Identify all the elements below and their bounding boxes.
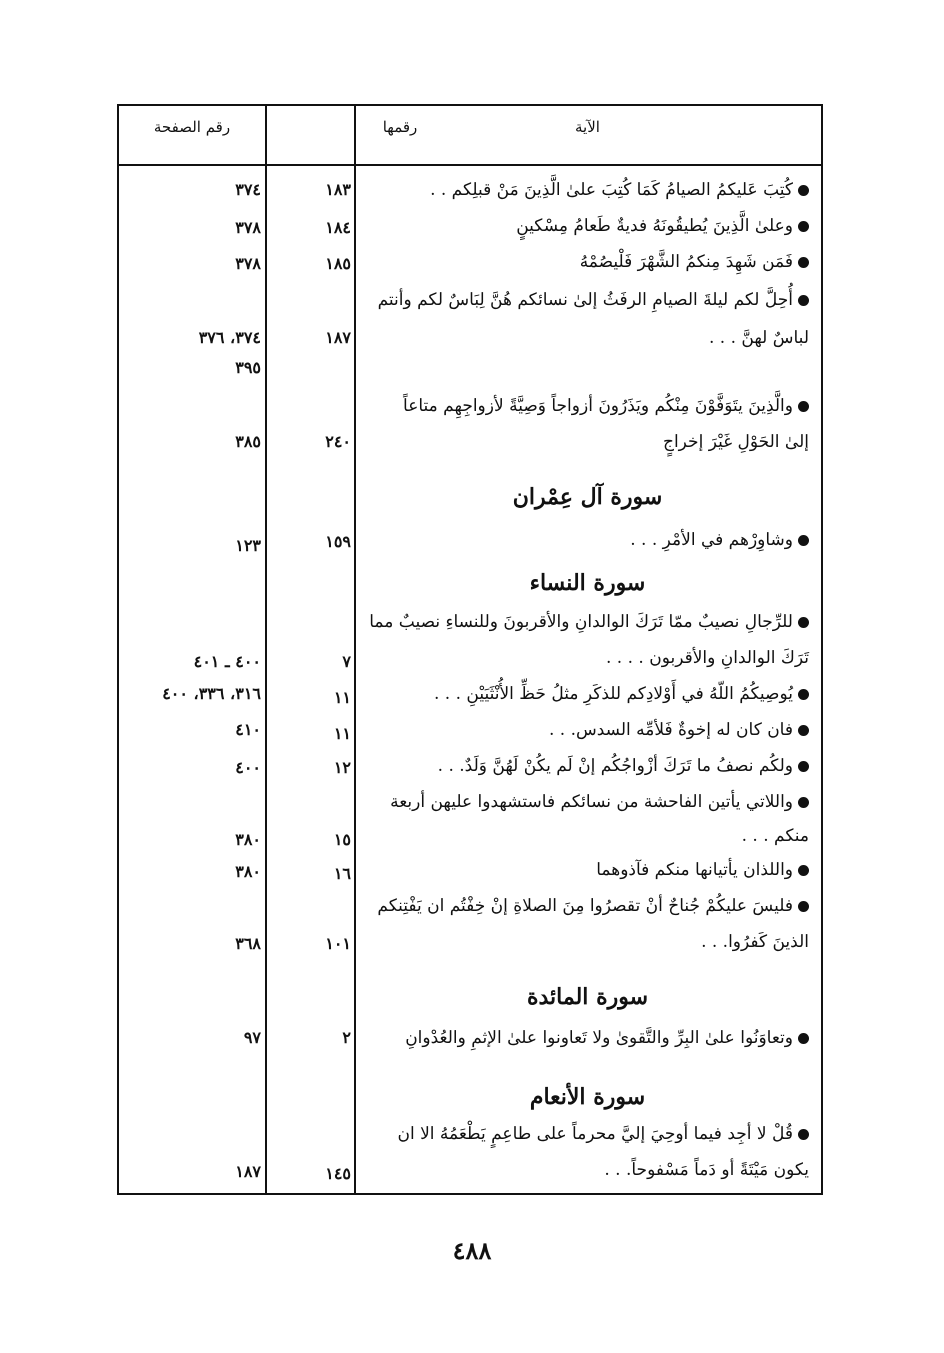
- bullet-icon: [798, 221, 809, 232]
- verse-number: ١٨٥: [325, 254, 351, 273]
- verse-number: ٢٤٠: [325, 432, 351, 451]
- verse-text: واللذان يأتيانها منكم فآذوهما: [359, 860, 809, 880]
- verse-number: ١٦: [333, 864, 351, 883]
- verse-text-continued: منكم . . .: [741, 826, 809, 846]
- verse-number: ١٨٣: [325, 180, 351, 199]
- surah-heading: سورة المائدة: [526, 984, 649, 1010]
- verse-number: ١٢: [333, 758, 351, 777]
- index-table: [117, 104, 823, 1195]
- bullet-icon: [798, 535, 809, 546]
- bullet-icon: [798, 689, 809, 700]
- bullet-icon: [798, 1033, 809, 1044]
- verse-text: كُتِبَ عَليكمُ الصيامُ كَمَا كُتِبَ علىٰ الَّذِينَ مَنْ قبلِكم . .: [359, 180, 809, 200]
- surah-heading: سورة آل عِمْران: [512, 484, 663, 510]
- bullet-icon: [798, 865, 809, 876]
- verse-text: فليسَ عليكُمْ جُناحٌ أنْ تقصرُوا مِنَ الصلاةِ إنْ خِفْتُم ان يَفْتِنكم: [359, 896, 809, 916]
- page-reference: ٣٧٨: [235, 254, 261, 273]
- page-reference: ٣٨٠: [235, 862, 261, 881]
- page-reference: ١٢٣: [235, 536, 261, 555]
- verse-number: ١٥: [333, 830, 351, 849]
- verse-text: وتعاوَنُوا علىٰ البِرِّ والتَّقوىٰ ولا تَعاونوا علىٰ الإثمِ والعُدْوانِ: [359, 1028, 809, 1048]
- page-reference: ٣٧٤: [235, 180, 261, 199]
- verse-text: فان كان له إخوةٌ فَلأمِّه السدس. . .: [359, 720, 809, 740]
- page-reference-extra: ٣٩٥: [235, 358, 261, 377]
- bullet-icon: [798, 295, 809, 306]
- surah-heading: سورة الأنعام: [529, 1084, 646, 1110]
- verse-number: ١١: [333, 724, 351, 743]
- page-reference: ٣١٦، ٣٣٦، ٤٠٠: [162, 684, 261, 703]
- header-divider: [119, 164, 821, 166]
- verse-text-continued: يكون مَيْتَةً أو دَماً مَسْفوحاً. . .: [604, 1160, 809, 1180]
- verse-text: يُوصِيكُمُ اللّهُ في أَوْلادِكم للذكَرِ مثلُ حَظِّ الأُنْثَيَيْنِ . . .: [359, 684, 809, 704]
- bullet-icon: [798, 257, 809, 268]
- verse-number: ٧: [342, 652, 351, 671]
- verse-text-continued: إلىٰ الحَوْلِ غَيْرَ إخراجٍ: [662, 432, 809, 452]
- bullet-icon: [798, 1129, 809, 1140]
- page-reference: ٩٧: [243, 1028, 261, 1047]
- page-reference: ٣٦٨: [235, 934, 261, 953]
- page-reference: ٣٧٤، ٣٧٦: [198, 328, 261, 347]
- verse-number: ١١: [333, 688, 351, 707]
- page-reference: ١٨٧: [235, 1162, 261, 1181]
- bullet-icon: [798, 797, 809, 808]
- verse-text-continued: لباسٌ لهنَّ . . .: [708, 328, 809, 348]
- verse-text: وعلىٰ الَّذِينَ يُطيقُونَهُ فديةٌ طَعامُ مِسْكينٍ: [359, 216, 809, 236]
- verse-number: ١٨٤: [325, 218, 351, 237]
- page-number: ٤٨٨: [452, 1236, 492, 1265]
- verse-text: وشاوِرْهم في الأمْرِ . . .: [359, 530, 809, 550]
- surah-heading: سورة النساء: [529, 570, 646, 596]
- bullet-icon: [798, 185, 809, 196]
- page-reference: ٤١٠: [235, 720, 261, 739]
- verse-number: ١٨٧: [325, 328, 351, 347]
- verse-text: ولكُم نصفُ ما تَرَكَ أزْواجُكُم إنْ لَم يكُنْ لَهُنَّ وَلَدٌ. . .: [359, 756, 809, 776]
- verse-text: قُلْ لا أجِد فيما أوحِيَ إليَّ محرماً على طاعِمٍ يَطْعَمُهُ الا ان: [359, 1124, 809, 1144]
- page-reference: ٤٠٠ ـ ٤٠١: [193, 652, 261, 671]
- verse-number: ٢: [342, 1028, 351, 1047]
- verse-text: فَمَن شَهِدَ مِنكمُ الشَّهْرَ فَلْيصُمْهُ: [359, 252, 809, 272]
- page-reference: ٣٨٠: [235, 830, 261, 849]
- verse-text: أُحِلَّ لكم ليلةَ الصيامِ الرفَثُ إلىٰ نسائكم هُنَّ لِبَاسٌ لكم وأنتم: [359, 290, 809, 310]
- header-number: رقمها: [382, 118, 418, 136]
- bullet-icon: [798, 901, 809, 912]
- verse-text: واللاتي يأتين الفاحشة من نسائكم فاستشهدوا عليهن أربعة: [359, 792, 809, 812]
- column-divider: [354, 106, 356, 1193]
- header-verse: الآية: [575, 118, 600, 136]
- bullet-icon: [798, 761, 809, 772]
- verse-text: والَّذِينَ يتَوَفَّوْنَ مِنْكُم ويَذَرُونَ أزواجاً وَصِيَّةً لأزواجِهِم متاعاً: [359, 396, 809, 416]
- verse-number: ١٠١: [325, 934, 351, 953]
- column-divider: [265, 106, 267, 1193]
- bullet-icon: [798, 617, 809, 628]
- bullet-icon: [798, 401, 809, 412]
- page-reference: ٣٨٥: [235, 432, 261, 451]
- verse-number: ١٥٩: [325, 532, 351, 551]
- page-reference: ٣٧٨: [235, 218, 261, 237]
- header-page: رقم الصفحة: [153, 118, 231, 136]
- verse-text-continued: الذينَ كَفرُوا. . .: [701, 932, 809, 952]
- verse-number: ١٤٥: [325, 1164, 351, 1183]
- verse-text: للرِّجالِ نصيبٌ ممّا تَرَكَ الوالدانِ والأقربونَ وللنساءِ نصيبٌ مما: [359, 612, 809, 632]
- bullet-icon: [798, 725, 809, 736]
- verse-text-continued: تَرَكَ الوالدانِ والأقربون . . . .: [605, 648, 809, 668]
- page-reference: ٤٠٠: [235, 758, 261, 777]
